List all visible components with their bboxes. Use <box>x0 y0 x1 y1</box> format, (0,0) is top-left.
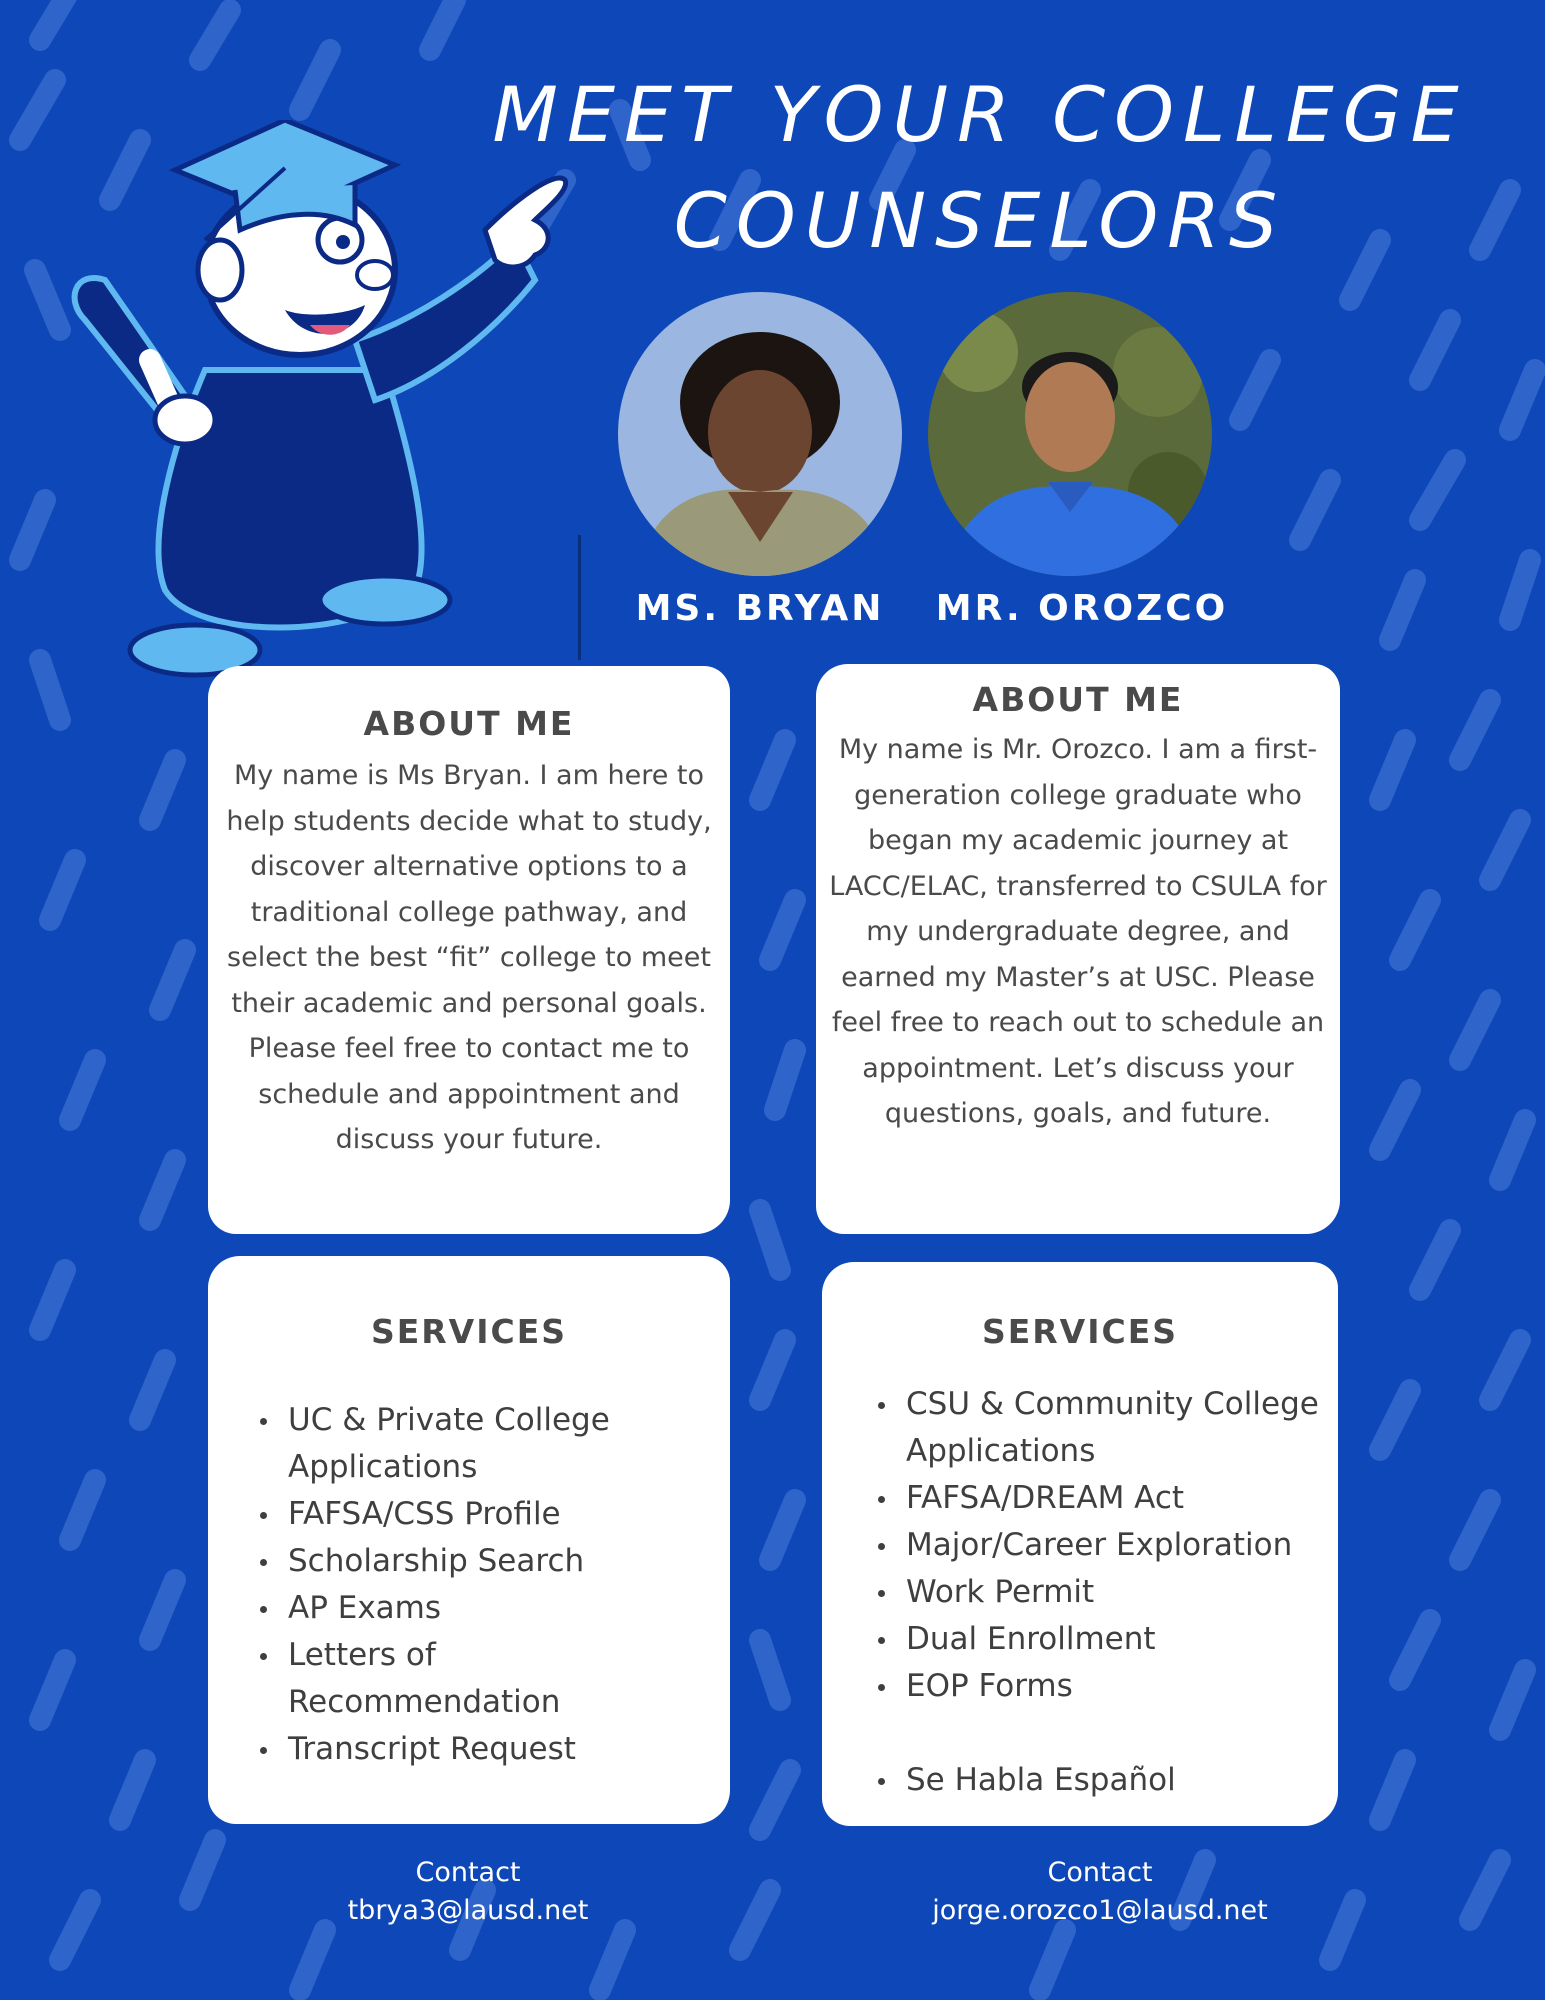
service-item: FAFSA/DREAM Act <box>870 1475 1320 1522</box>
service-item: UC & Private College Applications <box>252 1397 672 1491</box>
service-item: EOP Forms <box>870 1663 1320 1710</box>
services-list <box>870 1381 1320 1804</box>
about-heading: ABOUT ME <box>972 680 1184 719</box>
about-card-orozco <box>820 668 1336 1230</box>
services-heading: SERVICES <box>981 1312 1179 1351</box>
page-title-line-2: COUNSELORS <box>673 176 1287 265</box>
contact-email-link[interactable]: jorge.orozco1@lausd.net <box>932 1895 1268 1926</box>
service-item: Dual Enrollment <box>870 1616 1320 1663</box>
services-card-orozco <box>826 1266 1334 1822</box>
contact-label: Contact <box>415 1857 521 1888</box>
service-item: Major/Career Exploration <box>870 1522 1320 1569</box>
page-title-line-1: MEET YOUR COLLEGE <box>492 70 1468 159</box>
service-item: Letters of Recommendation <box>252 1632 672 1726</box>
services-list <box>252 1397 672 1773</box>
contact-label: Contact <box>1047 1857 1153 1888</box>
photo-mr-orozco <box>928 292 1212 576</box>
counselor-name-bryan: MS. BRYAN <box>635 588 885 629</box>
service-item: Work Permit <box>870 1569 1320 1616</box>
about-heading: ABOUT ME <box>363 704 575 743</box>
service-item: FAFSA/CSS Profile <box>252 1491 672 1538</box>
about-card-bryan <box>212 670 726 1230</box>
contact-email-link[interactable]: tbrya3@lausd.net <box>347 1895 589 1926</box>
service-item: CSU & Community College Applications <box>870 1381 1320 1475</box>
graduate-mascot-icon <box>55 120 575 680</box>
contact-block-bryan <box>268 1854 668 1930</box>
service-item: Se Habla Español <box>870 1757 1320 1804</box>
service-item: AP Exams <box>252 1585 672 1632</box>
about-text: My name is Ms Bryan. I am here to help students decide what to study, discover alternative options to a traditional college pathway, and select the best “fit” college to meet their academic and personal goals. Please feel free to contact me to schedule and appointment and discuss your future. <box>226 760 712 1155</box>
page-title <box>440 62 1520 274</box>
about-text: My name is Mr. Orozco. I am a first-generation college graduate who began my academic journey at LACC/ELAC, transferred to CSULA for my undergraduate degree, and earned my Master’s at USC. Please feel free to reach out to schedule an appointment. Let’s discuss your questions, goals, and future. <box>829 734 1327 1129</box>
service-item: Transcript Request <box>252 1726 672 1773</box>
service-item: Scholarship Search <box>252 1538 672 1585</box>
services-card-bryan <box>212 1260 726 1820</box>
services-heading: SERVICES <box>370 1312 568 1351</box>
contact-block-orozco <box>850 1854 1350 1930</box>
mascot-divider <box>578 535 581 660</box>
counselor-name-orozco: MR. OROZCO <box>935 588 1229 629</box>
photo-ms-bryan <box>618 292 902 576</box>
